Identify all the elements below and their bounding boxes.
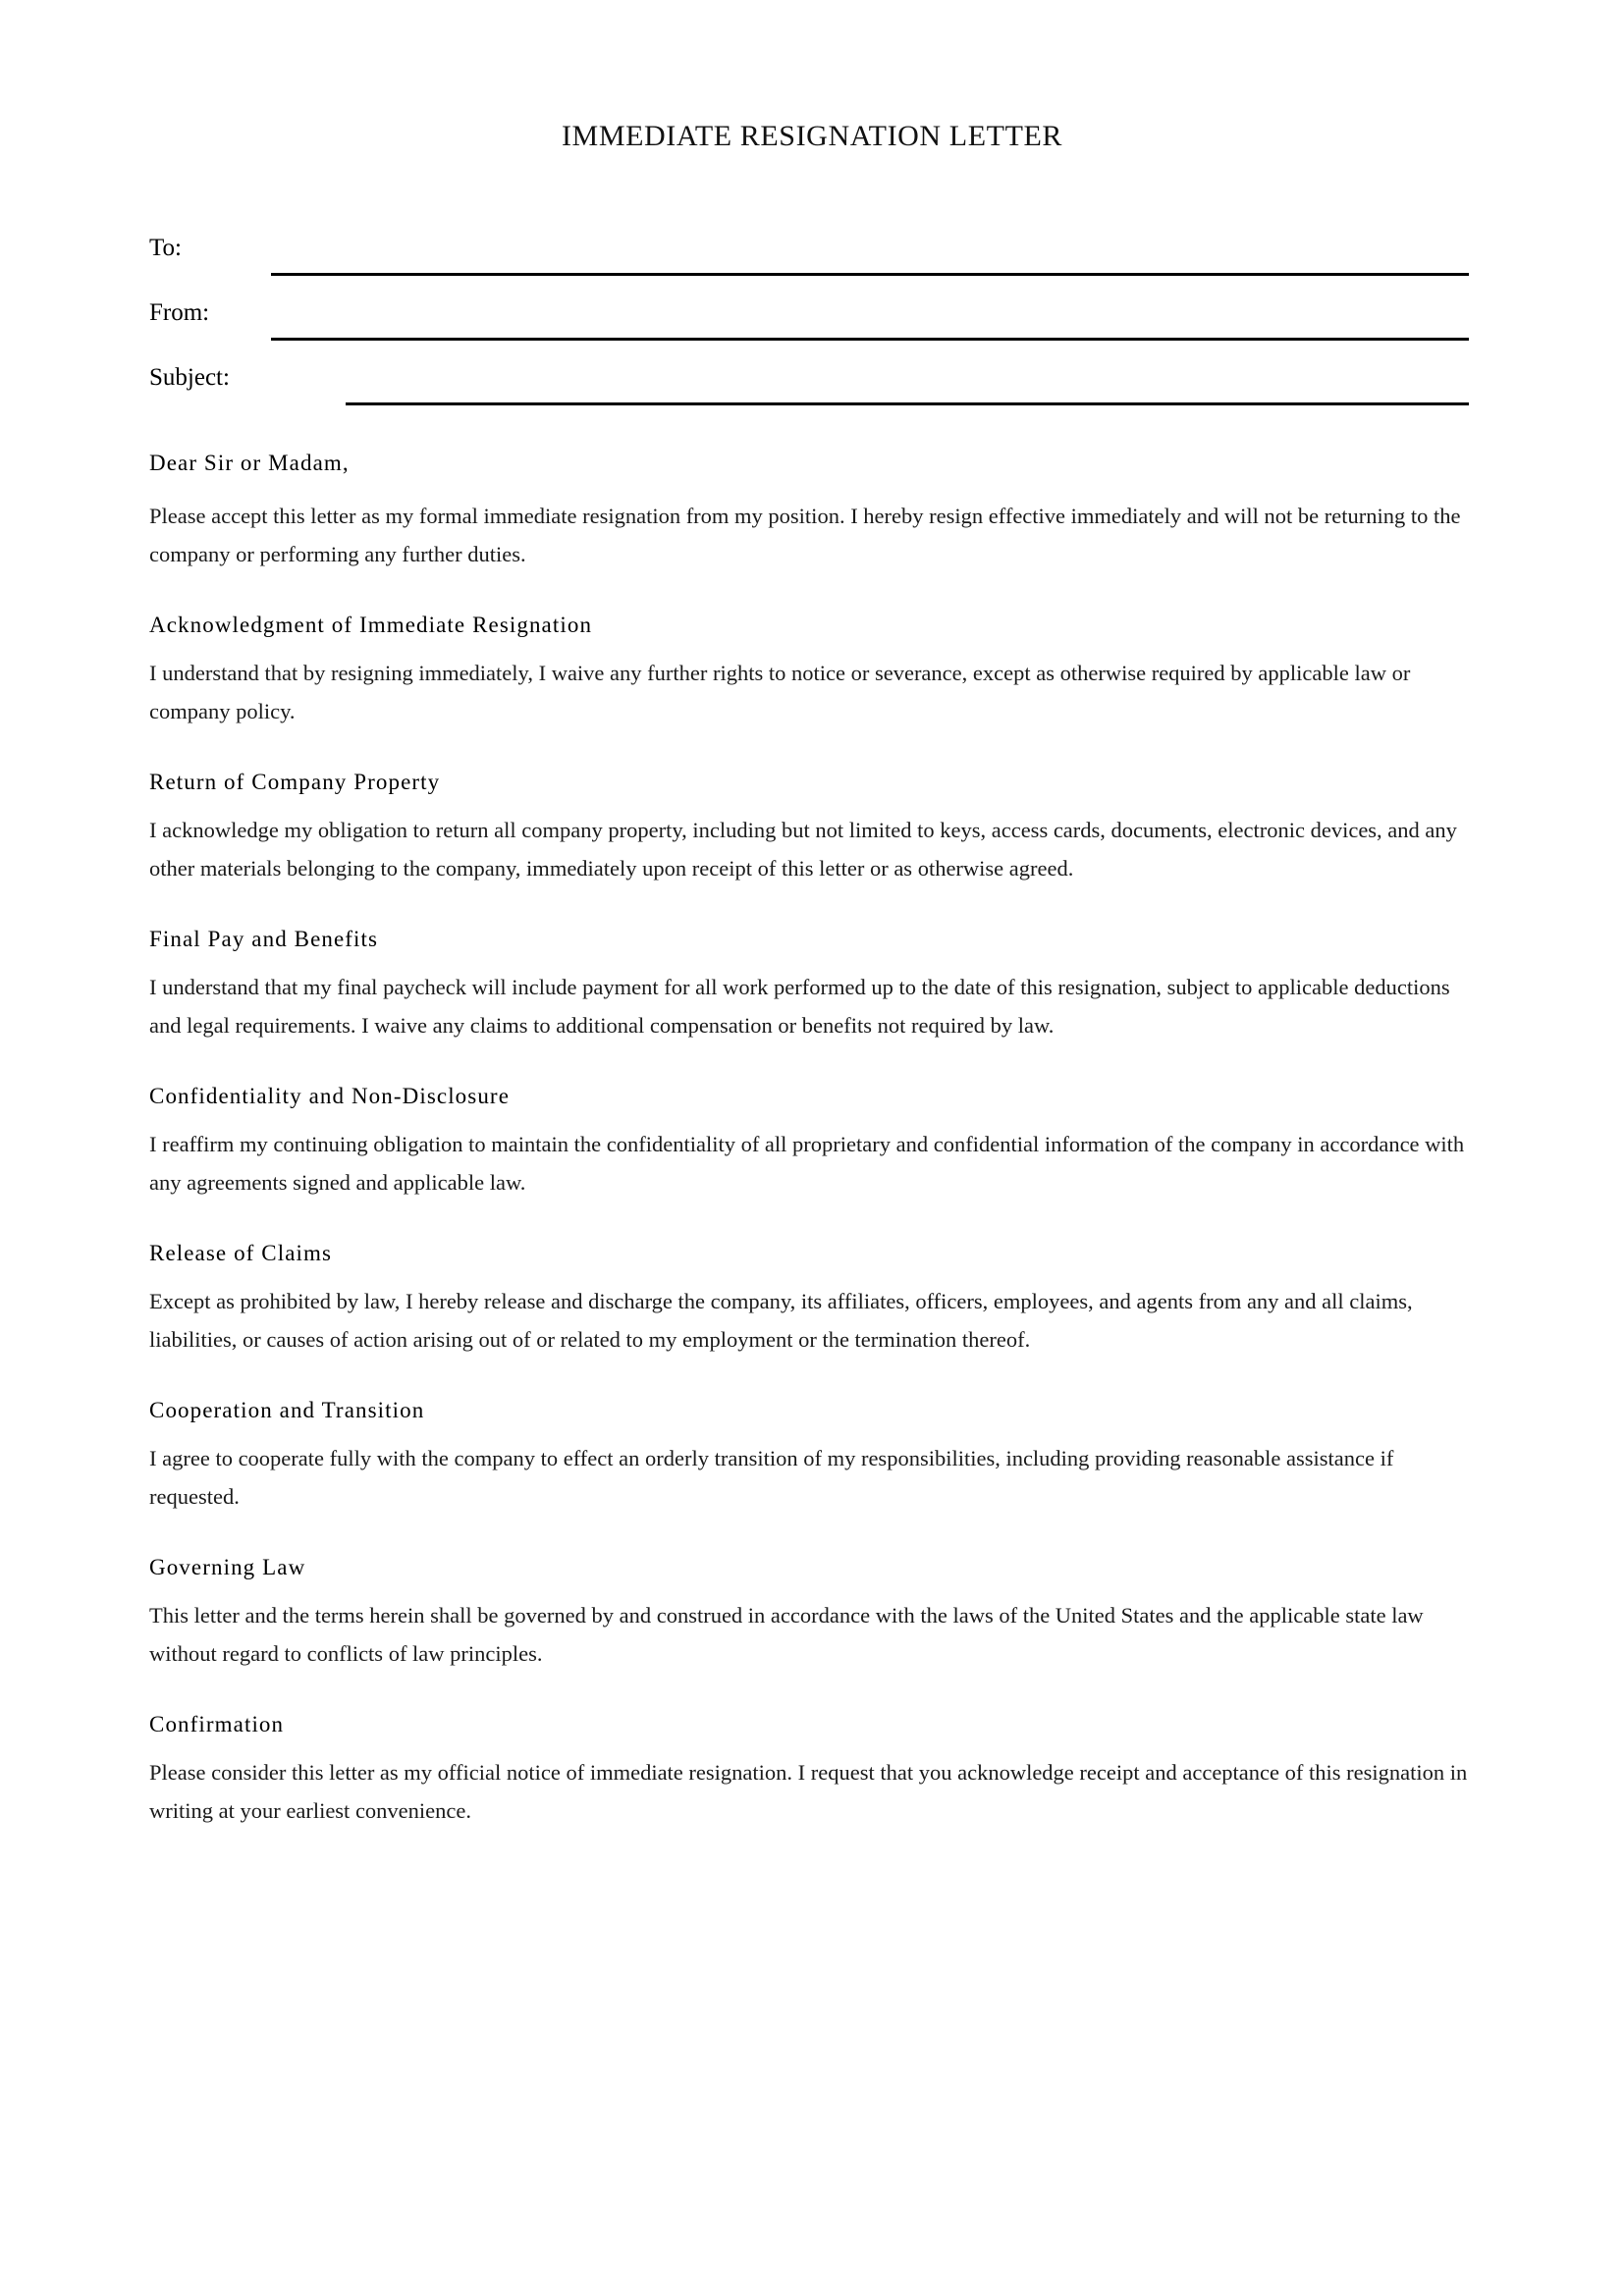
section-body: Except as prohibited by law, I hereby release and discharge the company, its affiliates, officers, employees, and agents from any and all claims, liabilities, or causes of action arising out of or related to my employment or the termination thereof. <box>149 1289 1413 1352</box>
page-title: IMMEDIATE RESIGNATION LETTER <box>561 120 1063 152</box>
to-label: To: <box>149 235 182 261</box>
section-final-pay-and-benefits <box>149 921 1473 1044</box>
section-body: I reaffirm my continuing obligation to maintain the confidentiality of all proprietary and confidential information of the company in accordance with any agreements signed and applicable law. <box>149 1132 1465 1195</box>
to-input-line[interactable] <box>271 273 1469 276</box>
section-body: I agree to cooperate fully with the company to effect an orderly transition of my responsibilities, including providing reasonable assistance if requested. <box>149 1446 1394 1509</box>
section-heading: Release of Claims <box>149 1241 333 1265</box>
section-release-of-claims <box>149 1235 1473 1359</box>
section-body: I understand that by resigning immediately, I waive any further rights to notice or severance, except as otherwise required by applicable law or company policy. <box>149 661 1411 723</box>
field-row-to <box>0 234 1624 298</box>
from-input-line[interactable] <box>271 338 1469 341</box>
subject-label: Subject: <box>149 364 230 391</box>
section-heading: Cooperation and Transition <box>149 1398 425 1422</box>
section-cooperation-and-transition <box>149 1392 1473 1516</box>
section-governing-law <box>149 1549 1473 1673</box>
section-heading: Governing Law <box>149 1555 306 1579</box>
section-body: This letter and the terms herein shall be governed by and construed in accordance with the laws of the United States and the applicable state law without regard to conflicts of law principles. <box>149 1603 1424 1666</box>
subject-input-line[interactable] <box>346 402 1469 405</box>
section-acknowledgment <box>149 607 1473 730</box>
section-body: I acknowledge my obligation to return all company property, including but not limited to keys, access cards, documents, electronic devices, and any other materials belonging to the company, immediately upon receipt of this letter or as otherwise agreed. <box>149 818 1457 881</box>
section-heading: Return of Company Property <box>149 770 441 794</box>
salutation: Dear Sir or Madam, <box>149 451 350 475</box>
header-fields <box>0 234 1624 428</box>
section-return-of-company-property <box>149 764 1473 887</box>
intro-paragraph: Please accept this letter as my formal immediate resignation from my position. I hereby resign effective immediately and will not be returning to the company or performing any further duties. <box>149 504 1461 566</box>
field-row-from <box>0 298 1624 363</box>
letter-body <box>149 444 1473 1830</box>
section-heading: Final Pay and Benefits <box>149 927 379 951</box>
section-confidentiality-and-non-disclosure <box>149 1078 1473 1201</box>
section-heading: Confirmation <box>149 1712 285 1736</box>
from-label: From: <box>149 299 210 326</box>
section-heading: Acknowledgment of Immediate Resignation <box>149 613 593 637</box>
section-heading: Confidentiality and Non-Disclosure <box>149 1084 511 1108</box>
section-body: Please consider this letter as my official notice of immediate resignation. I request that you acknowledge receipt and acceptance of this resignation in writing at your earliest convenience. <box>149 1760 1468 1823</box>
section-body: I understand that my final paycheck will include payment for all work performed up to the date of this resignation, subject to applicable deductions and legal requirements. I waive any claims to additional compensation or benefits not required by law. <box>149 975 1450 1038</box>
field-row-subject <box>0 363 1624 428</box>
section-confirmation <box>149 1706 1473 1830</box>
